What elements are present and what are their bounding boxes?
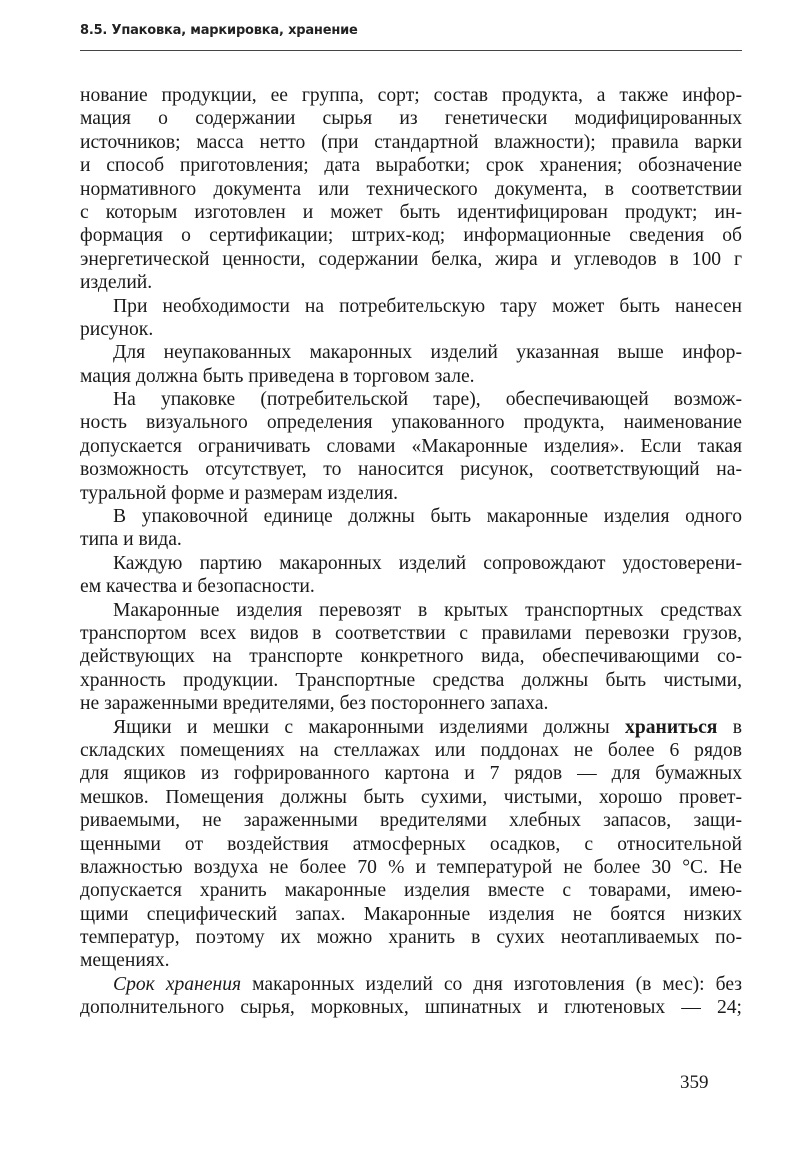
paragraph: [80, 552, 742, 599]
italic-term: Срок хранения: [113, 973, 242, 995]
text-line: ем качества и безопасности.: [80, 576, 315, 598]
text-line: туральной форме и размерам изделия.: [80, 482, 399, 504]
text-line: транспортом всех видов в соответствии с правилами перевозки грузов,: [80, 622, 742, 644]
text-line: В упаковочной единице должны быть макаронные изделия одного: [113, 506, 742, 528]
text-run: макаронных изделий со дня изготовления (в мес): без: [241, 973, 742, 995]
text-line: допускается ограничивать словами «Макаронные изделия». Если такая: [80, 435, 742, 457]
text-line: [80, 716, 742, 739]
text-line: действующих на транспорте конкретного вида, обеспечивающими со-: [80, 646, 742, 668]
text-line: мация должна быть приведена в торговом зале.: [80, 365, 475, 387]
text-line: с которым изготовлен и может быть идентифицирован продукт; ин-: [80, 201, 742, 223]
paragraph: [80, 716, 742, 973]
page-body-text: [80, 84, 742, 1020]
running-header: 8.5. Упаковка, маркировка, хранение: [80, 23, 358, 38]
text-line: [80, 973, 742, 996]
text-line: Каждую партию макаронных изделий сопровождают удостоверени-: [113, 552, 742, 574]
paragraph: [80, 388, 742, 505]
text-line: формация о сертификации; штрих-код; информационные сведения об: [80, 225, 742, 247]
text-line: мешков. Помещения должны быть сухими, чистыми, хорошо провет-: [80, 786, 742, 808]
paragraph: [80, 341, 742, 388]
paragraph: [80, 505, 742, 552]
text-line: не зараженными вредителями, без постороннего запаха.: [80, 693, 549, 715]
text-line: энергетической ценности, содержании белка, жира и углеводов в 100 г: [80, 248, 742, 270]
paragraph: [80, 295, 742, 342]
text-run: Ящики и мешки с макаронными изделиями должны: [113, 716, 626, 738]
text-line: нормативного документа или технического документа, в соответствии: [80, 178, 742, 200]
text-line: нование продукции, ее группа, сорт; состав продукта, а также инфор-: [80, 85, 742, 106]
text-line: источников; масса нетто (при стандартной влажности); правила варки: [80, 131, 742, 153]
page-number: 359: [680, 1072, 709, 1093]
text-line: мация о содержании сырья из генетически модифицированных: [80, 108, 742, 130]
paragraph: [80, 599, 742, 716]
text-line: щими специфический запах. Макаронные изделия не боятся низких: [80, 903, 742, 925]
text-line: и способ приготовления; дата выработки; срок хранения; обозначение: [80, 155, 742, 177]
text-line: возможность отсутствует, то наносится рисунок, соответствующий на-: [80, 459, 742, 481]
text-line: мещениях.: [80, 950, 170, 972]
text-line: изделий.: [80, 272, 153, 294]
header-divider: [80, 50, 742, 51]
bold-term: храниться: [625, 716, 718, 738]
text-line: дополнительного сырья, морковных, шпинатных и глютеновых — 24;: [80, 997, 742, 1019]
text-line: На упаковке (потребительской таре), обеспечивающей возмож-: [113, 389, 742, 411]
text-line: влажностью воздуха не более 70 % и температурой не более 30 °С. Не: [80, 856, 742, 878]
text-line: допускается хранить макаронные изделия вместе с товарами, имею-: [80, 880, 742, 902]
paragraph: [80, 973, 742, 1020]
text-line: Макаронные изделия перевозят в крытых транспортных средствах: [113, 599, 742, 621]
text-line: риваемыми, не зараженными вредителями хлебных запасов, защи-: [80, 810, 742, 832]
text-line: типа и вида.: [80, 529, 182, 551]
text-line: складских помещениях на стеллажах или поддонах не более 6 рядов: [80, 739, 742, 761]
paragraph: [80, 84, 742, 295]
text-line: для ящиков из гофрированного картона и 7 рядов — для бумажных: [80, 763, 742, 785]
text-run: в: [717, 716, 742, 738]
text-line: температур, поэтому их можно хранить в сухих неотапливаемых по-: [80, 927, 742, 949]
text-line: ность визуального определения упакованного продукта, наименование: [80, 412, 742, 434]
text-line: Для неупакованных макаронных изделий указанная выше инфор-: [113, 342, 742, 364]
text-line: щенными от воздействия атмосферных осадков, с относительной: [80, 833, 742, 855]
text-line: хранность продукции. Транспортные средства должны быть чистыми,: [80, 669, 742, 691]
text-line: При необходимости на потребительскую тару может быть нанесен: [113, 295, 742, 317]
text-line: рисунок.: [80, 318, 154, 340]
